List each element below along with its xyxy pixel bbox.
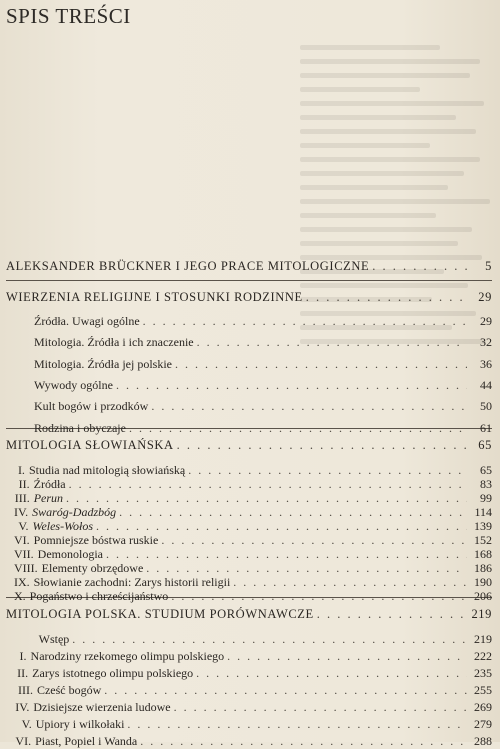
page-number: 186 — [474, 561, 492, 575]
page-number: 206 — [474, 589, 492, 603]
toc-entry — [34, 357, 492, 372]
entry-title: Mitologia. Źródła i ich znaczenie — [34, 335, 194, 350]
section-title: MITOLOGIA POLSKA. STUDIUM PORÓWNAWCZE — [6, 607, 314, 621]
dot-leader — [317, 607, 467, 622]
page-number: 168 — [474, 547, 492, 561]
toc-entry — [14, 666, 492, 681]
page-number: 235 — [474, 666, 492, 680]
dot-leader — [174, 700, 467, 715]
chapter-number: VI. — [15, 734, 32, 748]
dot-leader — [119, 505, 467, 520]
toc-entry — [14, 683, 492, 698]
dot-leader — [96, 519, 467, 534]
page-number: 114 — [474, 505, 492, 519]
toc-entry — [14, 477, 492, 492]
section-divider — [6, 280, 492, 281]
page-number: 50 — [480, 399, 492, 414]
toc-entry — [14, 505, 492, 520]
page-number: 5 — [485, 259, 492, 273]
chapter-number: VIII. — [14, 561, 38, 575]
entry-title: Wywody ogólne — [34, 377, 113, 392]
dot-leader — [143, 314, 467, 329]
entry-title: Źródła — [33, 477, 66, 491]
dot-leader — [372, 259, 467, 274]
chapter-number: II. — [17, 666, 29, 680]
entry-title: Zarys istotnego olimpu polskiego — [32, 666, 194, 680]
dot-leader — [161, 533, 467, 548]
toc-entry — [34, 314, 492, 329]
entry-title: Źródła. Uwagi ogólne — [34, 314, 140, 328]
page-number: 65 — [480, 463, 492, 477]
page-number: 219 — [474, 632, 492, 646]
toc-section-entry — [6, 290, 492, 305]
page-number: 279 — [474, 717, 492, 731]
toc-entry — [14, 632, 492, 647]
toc-entry — [14, 533, 492, 548]
page-number: 288 — [474, 734, 492, 748]
entry-title: Wstęp — [38, 632, 70, 646]
page-number: 65 — [478, 438, 492, 452]
dot-leader — [306, 290, 467, 305]
entry-title: Swaróg-Dadzbóg — [32, 505, 117, 519]
toc-entry — [14, 589, 492, 604]
dot-leader — [127, 717, 467, 732]
chapter-number: VII. — [14, 547, 34, 561]
chapter-number: III. — [14, 491, 30, 505]
dot-leader — [171, 589, 467, 604]
chapter-number: IX. — [14, 575, 30, 589]
entry-title: Piast, Popiel i Wanda — [35, 734, 138, 748]
toc-section-entry — [6, 438, 492, 453]
entry-title: Studia nad mitologią słowiańską — [28, 463, 186, 477]
page-number: 61 — [480, 420, 492, 435]
page-number: 152 — [474, 533, 492, 547]
dot-leader — [129, 421, 467, 436]
toc-entry — [34, 421, 492, 436]
toc-entry — [14, 463, 492, 478]
dot-leader — [175, 357, 467, 372]
page-number: 190 — [474, 575, 492, 589]
toc-entry — [14, 700, 492, 715]
page-number: 29 — [478, 290, 492, 304]
chapter-number: IV. — [14, 505, 29, 519]
toc-section-entry — [6, 607, 492, 622]
page-number: 219 — [471, 607, 492, 621]
toc-entry — [14, 519, 492, 534]
page-number: 36 — [480, 356, 492, 371]
entry-title: Dzisiejsze wierzenia ludowe — [33, 700, 171, 714]
toc-entry — [14, 561, 492, 576]
toc-entry — [34, 399, 492, 414]
page-number: 222 — [474, 649, 492, 663]
entry-title: Cześć bogów — [36, 683, 102, 697]
toc-entry — [34, 378, 492, 393]
dot-leader — [66, 491, 467, 506]
dot-leader — [106, 547, 467, 562]
dot-leader — [196, 666, 467, 681]
chapter-number: V. — [21, 717, 32, 731]
page-number: 139 — [474, 519, 492, 533]
entry-title: Pomniejsze bóstwa ruskie — [33, 533, 159, 547]
page-number: 255 — [474, 683, 492, 697]
page-title: SPIS TREŚCI — [6, 4, 131, 28]
page-number: 83 — [480, 477, 492, 491]
entry-title: Kult bogów i przodków — [34, 399, 149, 414]
chapter-number: I. — [19, 649, 27, 663]
entry-title: Weles-Wołos — [32, 519, 93, 533]
dot-leader — [177, 438, 467, 453]
section-title: ALEKSANDER BRÜCKNER I JEGO PRACE MITOLOGICZNE — [6, 259, 370, 273]
page-number: 99 — [480, 491, 492, 505]
entry-title: Narodziny rzekomego olimpu polskiego — [30, 649, 225, 663]
chapter-number: III. — [17, 683, 33, 697]
dot-leader — [151, 399, 467, 414]
entry-title: Rodzina i obyczaje — [34, 420, 126, 435]
section-title: MITOLOGIA SŁOWIAŃSKA — [6, 438, 174, 452]
toc-entry — [14, 717, 492, 732]
page-number: 44 — [480, 377, 492, 392]
entry-title: Demonologia — [37, 547, 103, 561]
entry-title: Upiory i wilkołaki — [35, 717, 125, 731]
dot-leader — [227, 649, 467, 664]
dot-leader — [197, 335, 467, 350]
toc-entry — [34, 335, 492, 350]
toc-entry — [14, 575, 492, 590]
section-title: WIERZENIA RELIGIJNE I STOSUNKI RODZINNE — [6, 290, 303, 304]
entry-title: Pogaństwo i chrześcijaństwo — [29, 589, 169, 603]
entry-title: Perun — [33, 491, 64, 505]
chapter-number: V. — [18, 519, 29, 533]
dot-leader — [116, 378, 467, 393]
chapter-number: IV. — [15, 700, 30, 714]
chapter-number: VI. — [14, 533, 30, 547]
entry-title: Elementy obrzędowe — [41, 561, 144, 575]
page-number: 32 — [480, 335, 492, 350]
chapter-number: II. — [18, 477, 30, 491]
dot-leader — [146, 561, 467, 576]
toc-entry — [14, 491, 492, 506]
toc-entry — [14, 649, 492, 664]
dot-leader — [104, 683, 467, 698]
dot-leader — [233, 575, 467, 590]
entry-title: Słowianie zachodni: Zarys historii religii — [33, 575, 231, 589]
dot-leader — [188, 463, 467, 478]
dot-leader — [69, 477, 467, 492]
entry-title: Mitologia. Źródła jej polskie — [34, 356, 172, 371]
page-number: 269 — [474, 700, 492, 714]
dot-leader — [72, 632, 467, 647]
page-number: 29 — [480, 314, 492, 328]
chapter-number: X. — [14, 589, 26, 603]
chapter-number: I. — [17, 463, 25, 477]
toc-entry — [14, 547, 492, 562]
toc-section-entry — [6, 259, 492, 274]
